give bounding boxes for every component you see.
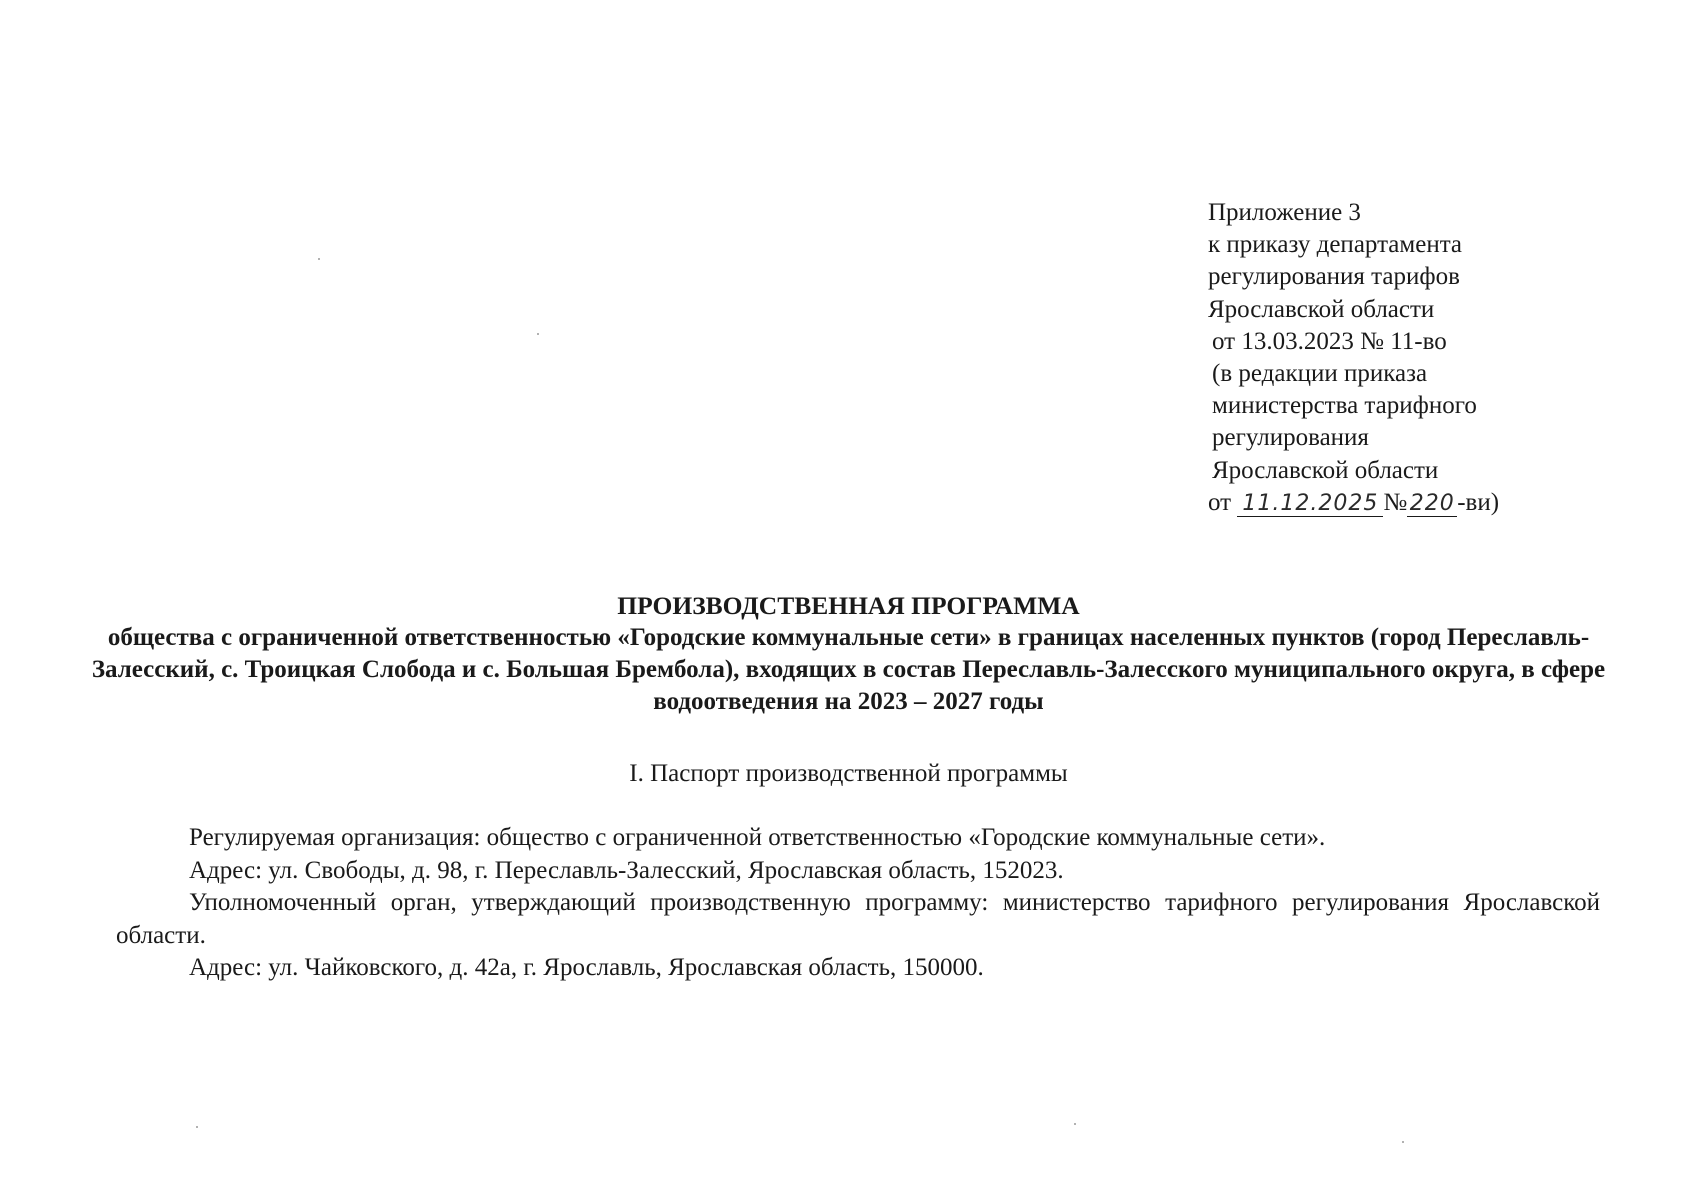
section-heading: I. Паспорт производственной программы [629,760,1068,787]
number-sign: № [1383,488,1408,516]
passport-body [116,822,1600,985]
appendix-line: (в редакции приказа [1212,360,1428,388]
scan-speck [1074,1123,1076,1125]
appendix-line: Приложение 3 [1208,199,1361,226]
organization-address-paragraph: Адрес: ул. Свободы, д. 98, г. Переславль-Залесский, Ярославская область, 152023. [189,856,1064,884]
order-suffix: -ви) [1457,488,1500,516]
appendix-header [1208,197,1499,519]
appendix-line: к приказу департамента [1208,231,1463,259]
appendix-from-label: от [1208,488,1232,516]
scan-speck [318,258,320,260]
authorized-body-address-paragraph: Адрес: ул. Чайковского, д. 42а, г. Ярославль, Ярославская область, 150000. [189,954,984,981]
regulated-organization-paragraph: Регулируемая организация: общество с ограниченной ответственностью «Городские коммунальные сети». [189,824,1326,851]
appendix-line: Ярославской области [1212,456,1439,484]
appendix-line: Ярославской области [1208,295,1435,323]
scan-speck [196,1126,198,1128]
appendix-line: регулирования тарифов [1208,263,1460,291]
appendix-line: от 13.03.2023 № 11-во [1212,327,1447,355]
appendix-line: регулирования [1212,424,1369,452]
scan-speck [537,333,539,335]
document-subtitle: общества с ограниченной ответственностью «Городские коммунальные сети» в границах населенных пунктов (город Переславль-Залесский, с. Троицкая Слобода и с. Большая Брембола), входящих в состав Переславль-Залесского муниципального округа, в сфере водоотведения на 2023 – 2027 годы [91,624,1606,715]
document-title-block [0,590,1697,718]
scan-speck [1402,1141,1404,1143]
appendix-line: министерства тарифного [1212,392,1477,420]
authorized-body-paragraph: Уполномоченный орган, утверждающий производственную программу: министерство тарифного регулирования Ярославской области. [116,889,1600,949]
handwritten-number: 220 [1407,492,1457,517]
document-title: ПРОИЗВОДСТВЕННАЯ ПРОГРАММА [617,591,1080,620]
handwritten-date: 11.12.2025 [1237,492,1383,517]
appendix-last-line [1208,487,1499,519]
